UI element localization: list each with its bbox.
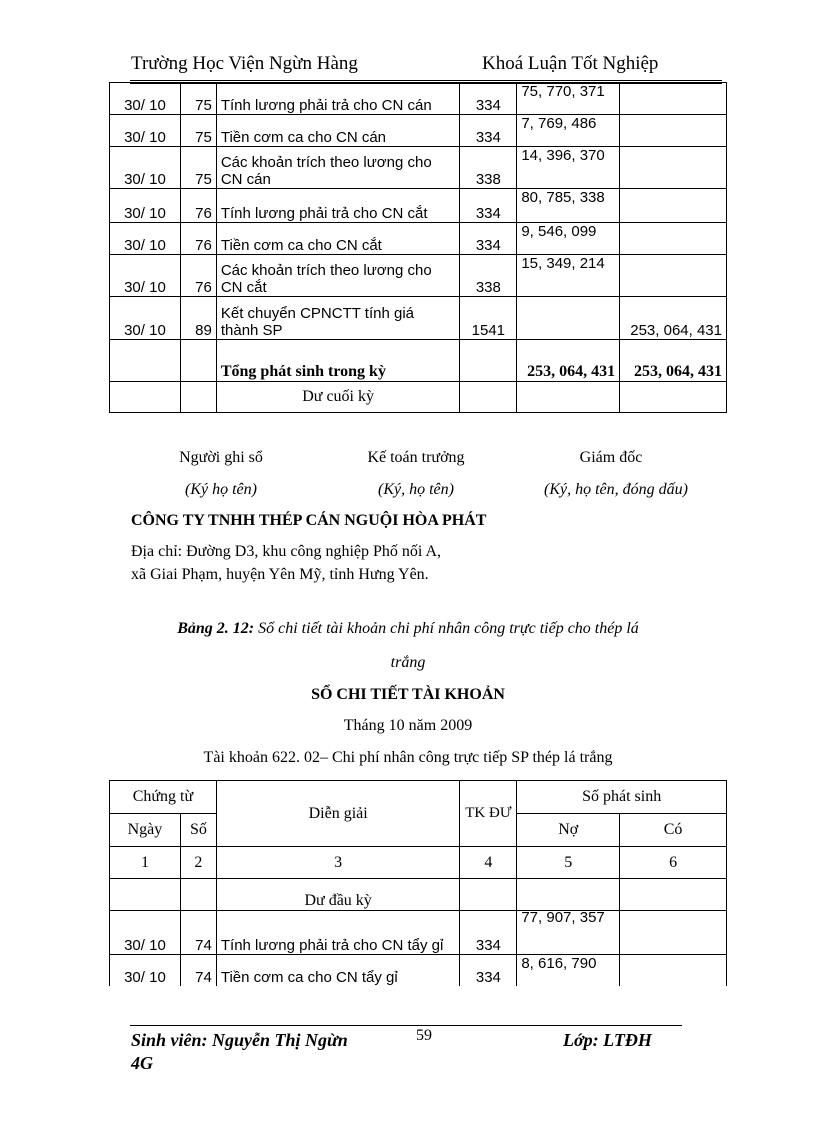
debit-cell: 15, 349, 214 — [517, 255, 620, 297]
column-number-row — [110, 847, 727, 879]
col-number: 4 — [460, 847, 517, 879]
col-number: 6 — [620, 847, 727, 879]
header-debit: Nợ — [517, 814, 620, 847]
date-cell: 30/ 10 — [110, 83, 181, 115]
header-credit: Có — [620, 814, 727, 847]
description-cell: Các khoản trích theo lương cho CN cán — [216, 147, 460, 189]
total-row — [110, 340, 727, 382]
total-credit: 253, 064, 431 — [620, 340, 727, 382]
voucher-no-cell: 74 — [180, 909, 216, 954]
caption-label: Bảng 2. 12: — [177, 620, 255, 637]
credit-cell — [620, 255, 727, 297]
ledger-account: Tài khoản 622. 02– Chi phí nhân công trực tiếp SP thép lá trắng — [203, 749, 613, 766]
signature-bookkeeper: Người ghi sổ — [179, 449, 263, 466]
header-thesis: Khoá Luận Tốt Nghiệp — [482, 53, 659, 74]
header-school: Trường Học Viện Ngừn Hàng — [131, 53, 358, 74]
account-cell: 334 — [460, 954, 517, 986]
company-address-line1: Địa chỉ: Đường D3, khu công nghiệp Phố nối A, — [131, 543, 441, 560]
signature-director-note: (Ký, họ tên, đóng dấu) — [544, 481, 688, 498]
closing-row — [110, 382, 727, 413]
credit-cell — [620, 147, 727, 189]
table-row — [110, 909, 727, 954]
header-description: Diễn giải — [216, 781, 460, 847]
table-row — [110, 115, 727, 147]
col-number: 1 — [110, 847, 181, 879]
account-cell: 334 — [460, 223, 517, 255]
account-cell: 338 — [460, 147, 517, 189]
debit-cell: 8, 616, 790 — [517, 954, 620, 986]
description-cell: Tính lương phải trả cho CN tẩy gỉ — [216, 909, 460, 954]
ledger-table-body — [109, 909, 727, 986]
total-debit: 253, 064, 431 — [517, 340, 620, 382]
signature-chief-accountant: Kế toán trưởng — [367, 449, 465, 466]
debit-cell: 14, 396, 370 — [517, 147, 620, 189]
account-cell: 1541 — [460, 297, 517, 340]
voucher-no-cell: 75 — [180, 147, 216, 189]
description-cell: Kết chuyển CPNCTT tính giá thành SP — [216, 297, 460, 340]
header-date: Ngày — [110, 814, 181, 847]
ledger-table-continued — [109, 82, 727, 413]
table-row — [110, 255, 727, 297]
description-cell: Các khoản trích theo lương cho CN cắt — [216, 255, 460, 297]
table-row — [110, 189, 727, 223]
date-cell: 30/ 10 — [110, 909, 181, 954]
description-cell: Tính lương phải trả cho CN cán — [216, 83, 460, 115]
total-label: Tổng phát sinh trong kỳ — [216, 340, 460, 382]
credit-cell — [620, 909, 727, 954]
debit-cell — [517, 297, 620, 340]
header-voucher: Chứng từ — [110, 781, 217, 814]
voucher-no-cell: 75 — [180, 115, 216, 147]
voucher-no-cell: 75 — [180, 83, 216, 115]
voucher-no-cell: 74 — [180, 954, 216, 986]
table-caption — [0, 620, 816, 638]
credit-cell — [620, 83, 727, 115]
caption-text-line2: trắng — [390, 654, 426, 671]
table-row — [110, 297, 727, 340]
description-cell: Tiền cơm ca cho CN tẩy gỉ — [216, 954, 460, 986]
header-row — [110, 781, 727, 814]
account-cell: 334 — [460, 189, 517, 223]
date-cell: 30/ 10 — [110, 954, 181, 986]
debit-cell: 9, 546, 099 — [517, 223, 620, 255]
voucher-no-cell: 76 — [180, 223, 216, 255]
closing-label: Dư cuối kỳ — [216, 382, 460, 413]
table-row — [110, 83, 727, 115]
debit-cell: 80, 785, 338 — [517, 189, 620, 223]
footer-student-cont: 4G — [131, 1053, 153, 1073]
date-cell: 30/ 10 — [110, 189, 181, 223]
ledger-title: SỔ CHI TIẾT TÀI KHOẢN — [311, 686, 505, 703]
date-cell: 30/ 10 — [110, 297, 181, 340]
col-number: 5 — [517, 847, 620, 879]
date-cell: 30/ 10 — [110, 223, 181, 255]
credit-cell — [620, 954, 727, 986]
credit-cell: 253, 064, 431 — [620, 297, 727, 340]
col-number: 3 — [216, 847, 460, 879]
footer-student: Sinh viên: Nguyễn Thị Ngừn — [131, 1030, 348, 1050]
header-account: TK ĐƯ — [460, 781, 517, 847]
table-row — [110, 223, 727, 255]
page-number: 59 — [416, 1027, 432, 1044]
account-cell: 338 — [460, 255, 517, 297]
account-cell: 334 — [460, 115, 517, 147]
ledger-month: Tháng 10 năm 2009 — [343, 717, 473, 734]
company-address-line2: xã Giai Phạm, huyện Yên Mỹ, tỉnh Hưng Yên. — [131, 566, 429, 583]
credit-cell — [620, 223, 727, 255]
footer-rule — [130, 1025, 682, 1026]
voucher-no-cell: 76 — [180, 189, 216, 223]
debit-cell: 77, 907, 357 — [517, 909, 620, 954]
table-row — [110, 954, 727, 986]
col-number: 2 — [180, 847, 216, 879]
footer-class: Lớp: LTĐH — [563, 1030, 652, 1050]
date-cell: 30/ 10 — [110, 147, 181, 189]
voucher-no-cell: 89 — [180, 297, 216, 340]
account-cell: 334 — [460, 909, 517, 954]
voucher-no-cell: 76 — [180, 255, 216, 297]
account-cell: 334 — [460, 83, 517, 115]
caption-text: Sổ chi tiết tài khoản chi phí nhân công trực tiếp cho thép lá — [254, 620, 639, 637]
description-cell: Tính lương phải trả cho CN cắt — [216, 189, 460, 223]
signature-chief-accountant-note: (Ký, họ tên) — [378, 481, 454, 498]
description-cell: Tiền cơm ca cho CN cán — [216, 115, 460, 147]
debit-cell: 75, 770, 371 — [517, 83, 620, 115]
signature-bookkeeper-note: (Ký họ tên) — [185, 481, 257, 498]
credit-cell — [620, 189, 727, 223]
ledger-table — [109, 780, 727, 911]
company-name: CÔNG TY TNHH THÉP CÁN NGUỘI HÒA PHÁT — [131, 512, 487, 529]
opening-label: Dư đầu kỳ — [216, 879, 460, 911]
date-cell: 30/ 10 — [110, 115, 181, 147]
description-cell: Tiền cơm ca cho CN cắt — [216, 223, 460, 255]
opening-row — [110, 879, 727, 911]
signature-director: Giám đốc — [579, 449, 643, 466]
table-row — [110, 147, 727, 189]
debit-cell: 7, 769, 486 — [517, 115, 620, 147]
header-no: Số — [180, 814, 216, 847]
header-amount: Số phát sinh — [517, 781, 727, 814]
credit-cell — [620, 115, 727, 147]
date-cell: 30/ 10 — [110, 255, 181, 297]
